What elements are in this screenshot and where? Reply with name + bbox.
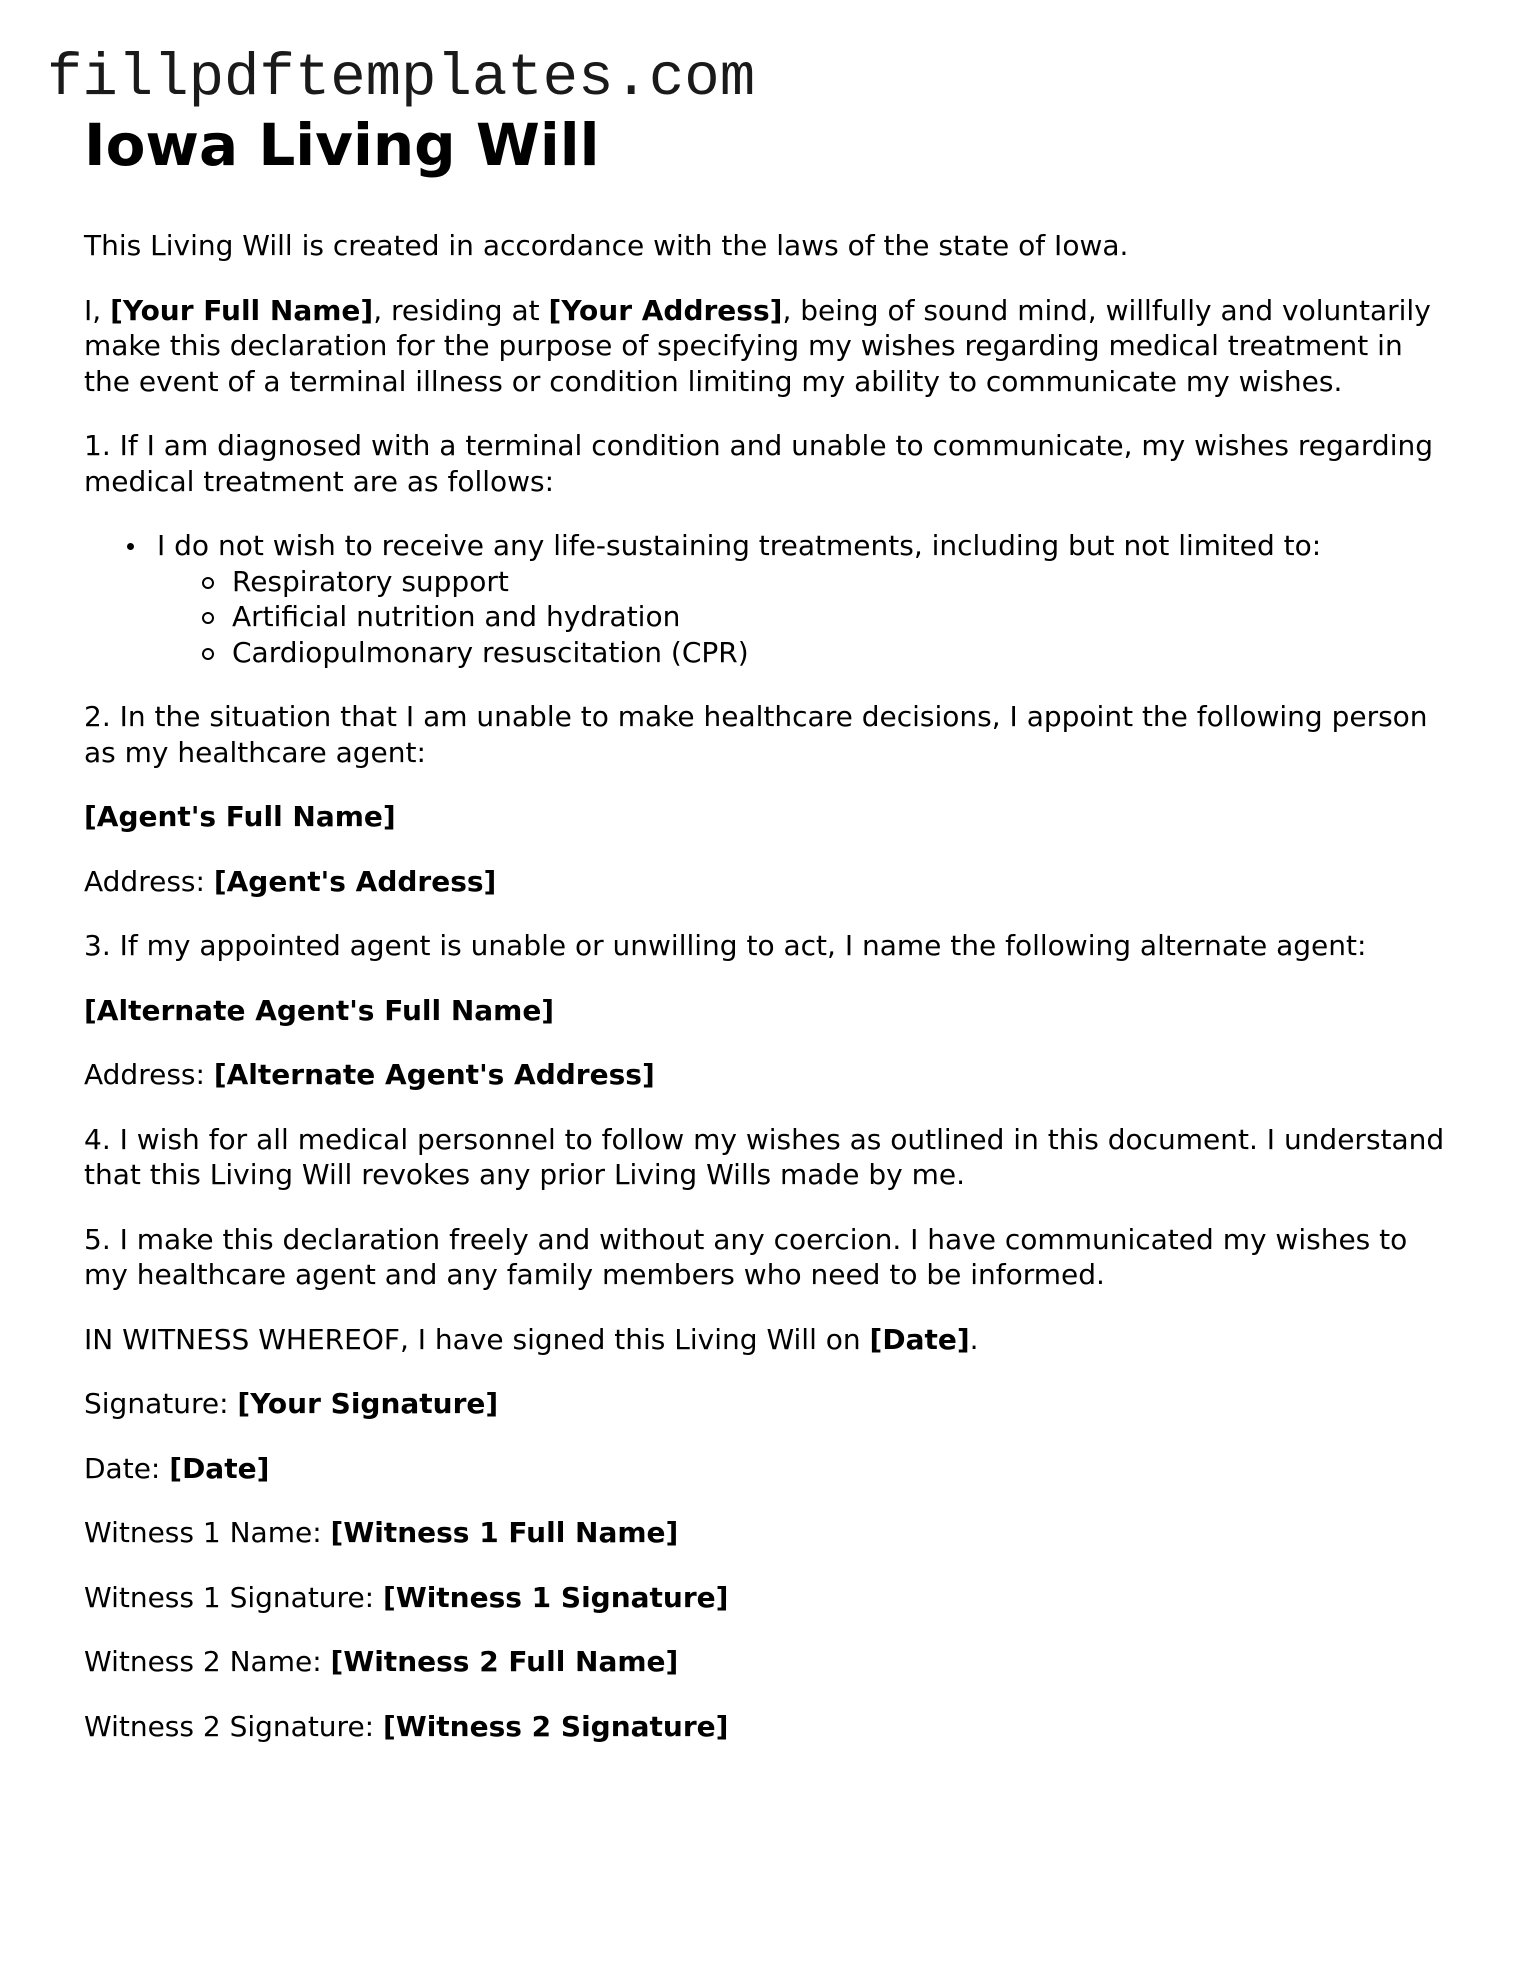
alternate-agent-address-label: Address: (84, 1058, 214, 1091)
section-4-text: 4. I wish for all medical personnel to follow my wishes as outlined in this document. I understand that this Living Will revokes any prior Living Wills made by me. (84, 1122, 1445, 1191)
page-title: Iowa Living Will (84, 111, 600, 179)
field-label: Witness 2 Name: (84, 1645, 331, 1678)
section-2-text: 2. In the situation that I am unable to make healthcare decisions, I appoint the following person as my healthcare agent: (84, 700, 1428, 769)
section-1-text: 1. If I am diagnosed with a terminal condition and unable to communicate, my wishes regarding medical treatment are as follows: (84, 429, 1434, 498)
date-field (84, 1451, 1454, 1487)
treatment-list (84, 528, 1454, 670)
declaration-prefix: I, (84, 293, 111, 327)
field-value: [Witness 2 Full Name] (330, 1645, 679, 1678)
list-item: Cardiopulmonary resuscitation (CPR) (84, 635, 1454, 671)
field-value: [Witness 1 Full Name] (330, 1516, 679, 1549)
intro-paragraph: This Living Will is created in accordance with the laws of the state of Iowa. (84, 229, 1129, 262)
witness-2-signature-field (84, 1709, 1454, 1745)
list-item: Artificial nutrition and hydration (84, 599, 1454, 635)
witness-2-name-field (84, 1644, 1454, 1680)
list-item: I do not wish to receive any life-sustaining treatments, including but not limited to: (84, 528, 1454, 564)
agent-name-placeholder (84, 799, 1454, 835)
declaration-paragraph (84, 293, 1454, 400)
field-label: Witness 2 Signature: (84, 1709, 384, 1743)
witness-clause-prefix: IN WITNESS WHEREOF, I have signed this Living Will on (84, 1322, 870, 1356)
list-item: Respiratory support (84, 564, 1454, 600)
witness-clause (84, 1322, 1454, 1358)
field-label: Witness 1 Name: (84, 1516, 331, 1549)
signature-field (84, 1386, 1454, 1422)
witness-1-name-field (84, 1515, 1454, 1551)
your-full-name-placeholder: [Your Full Name] (110, 293, 374, 327)
document-body (84, 104, 1454, 1744)
field-value: [Your Signature] (237, 1387, 499, 1420)
witness-1-signature-field (84, 1580, 1454, 1616)
section-5-text: 5. I make this declaration freely and without any coercion. I have communicated my wishes to my healthcare agent and any family members who need to be informed. (84, 1222, 1408, 1291)
field-value: [Witness 2 Signature] (383, 1709, 729, 1743)
declaration-middle: , residing at (373, 293, 549, 327)
agent-address-label: Address: (84, 864, 214, 898)
field-label: Witness 1 Signature: (84, 1580, 384, 1614)
field-label: Date: (84, 1451, 170, 1485)
alternate-agent-name-value: [Alternate Agent's Full Name] (84, 993, 555, 1027)
section-3-text: 3. If my appointed agent is unable or unwilling to act, I name the following alternate agent: (84, 929, 1367, 962)
alternate-agent-address-line (84, 1057, 1454, 1093)
field-label: Signature: (84, 1387, 238, 1420)
alternate-agent-name-placeholder (84, 993, 1454, 1029)
alternate-agent-address-placeholder: [Alternate Agent's Address] (213, 1058, 655, 1091)
field-value: [Date] (169, 1451, 270, 1485)
date-placeholder: [Date] (869, 1322, 970, 1356)
witness-clause-suffix: . (969, 1322, 979, 1356)
agent-name-value: [Agent's Full Name] (84, 800, 396, 833)
declaration-rest: , being of sound mind, willfully and voluntarily make this declaration for the purpose of specifying my wishes regarding medical treatment in the event of a terminal illness or condition limiting my ability to communicate my wishes. (84, 293, 1431, 398)
site-watermark: fillpdftemplates.com (47, 45, 756, 112)
field-value: [Witness 1 Signature] (383, 1580, 729, 1614)
agent-address-placeholder: [Agent's Address] (213, 864, 497, 898)
agent-address-line (84, 864, 1454, 900)
your-address-placeholder: [Your Address] (548, 293, 783, 327)
